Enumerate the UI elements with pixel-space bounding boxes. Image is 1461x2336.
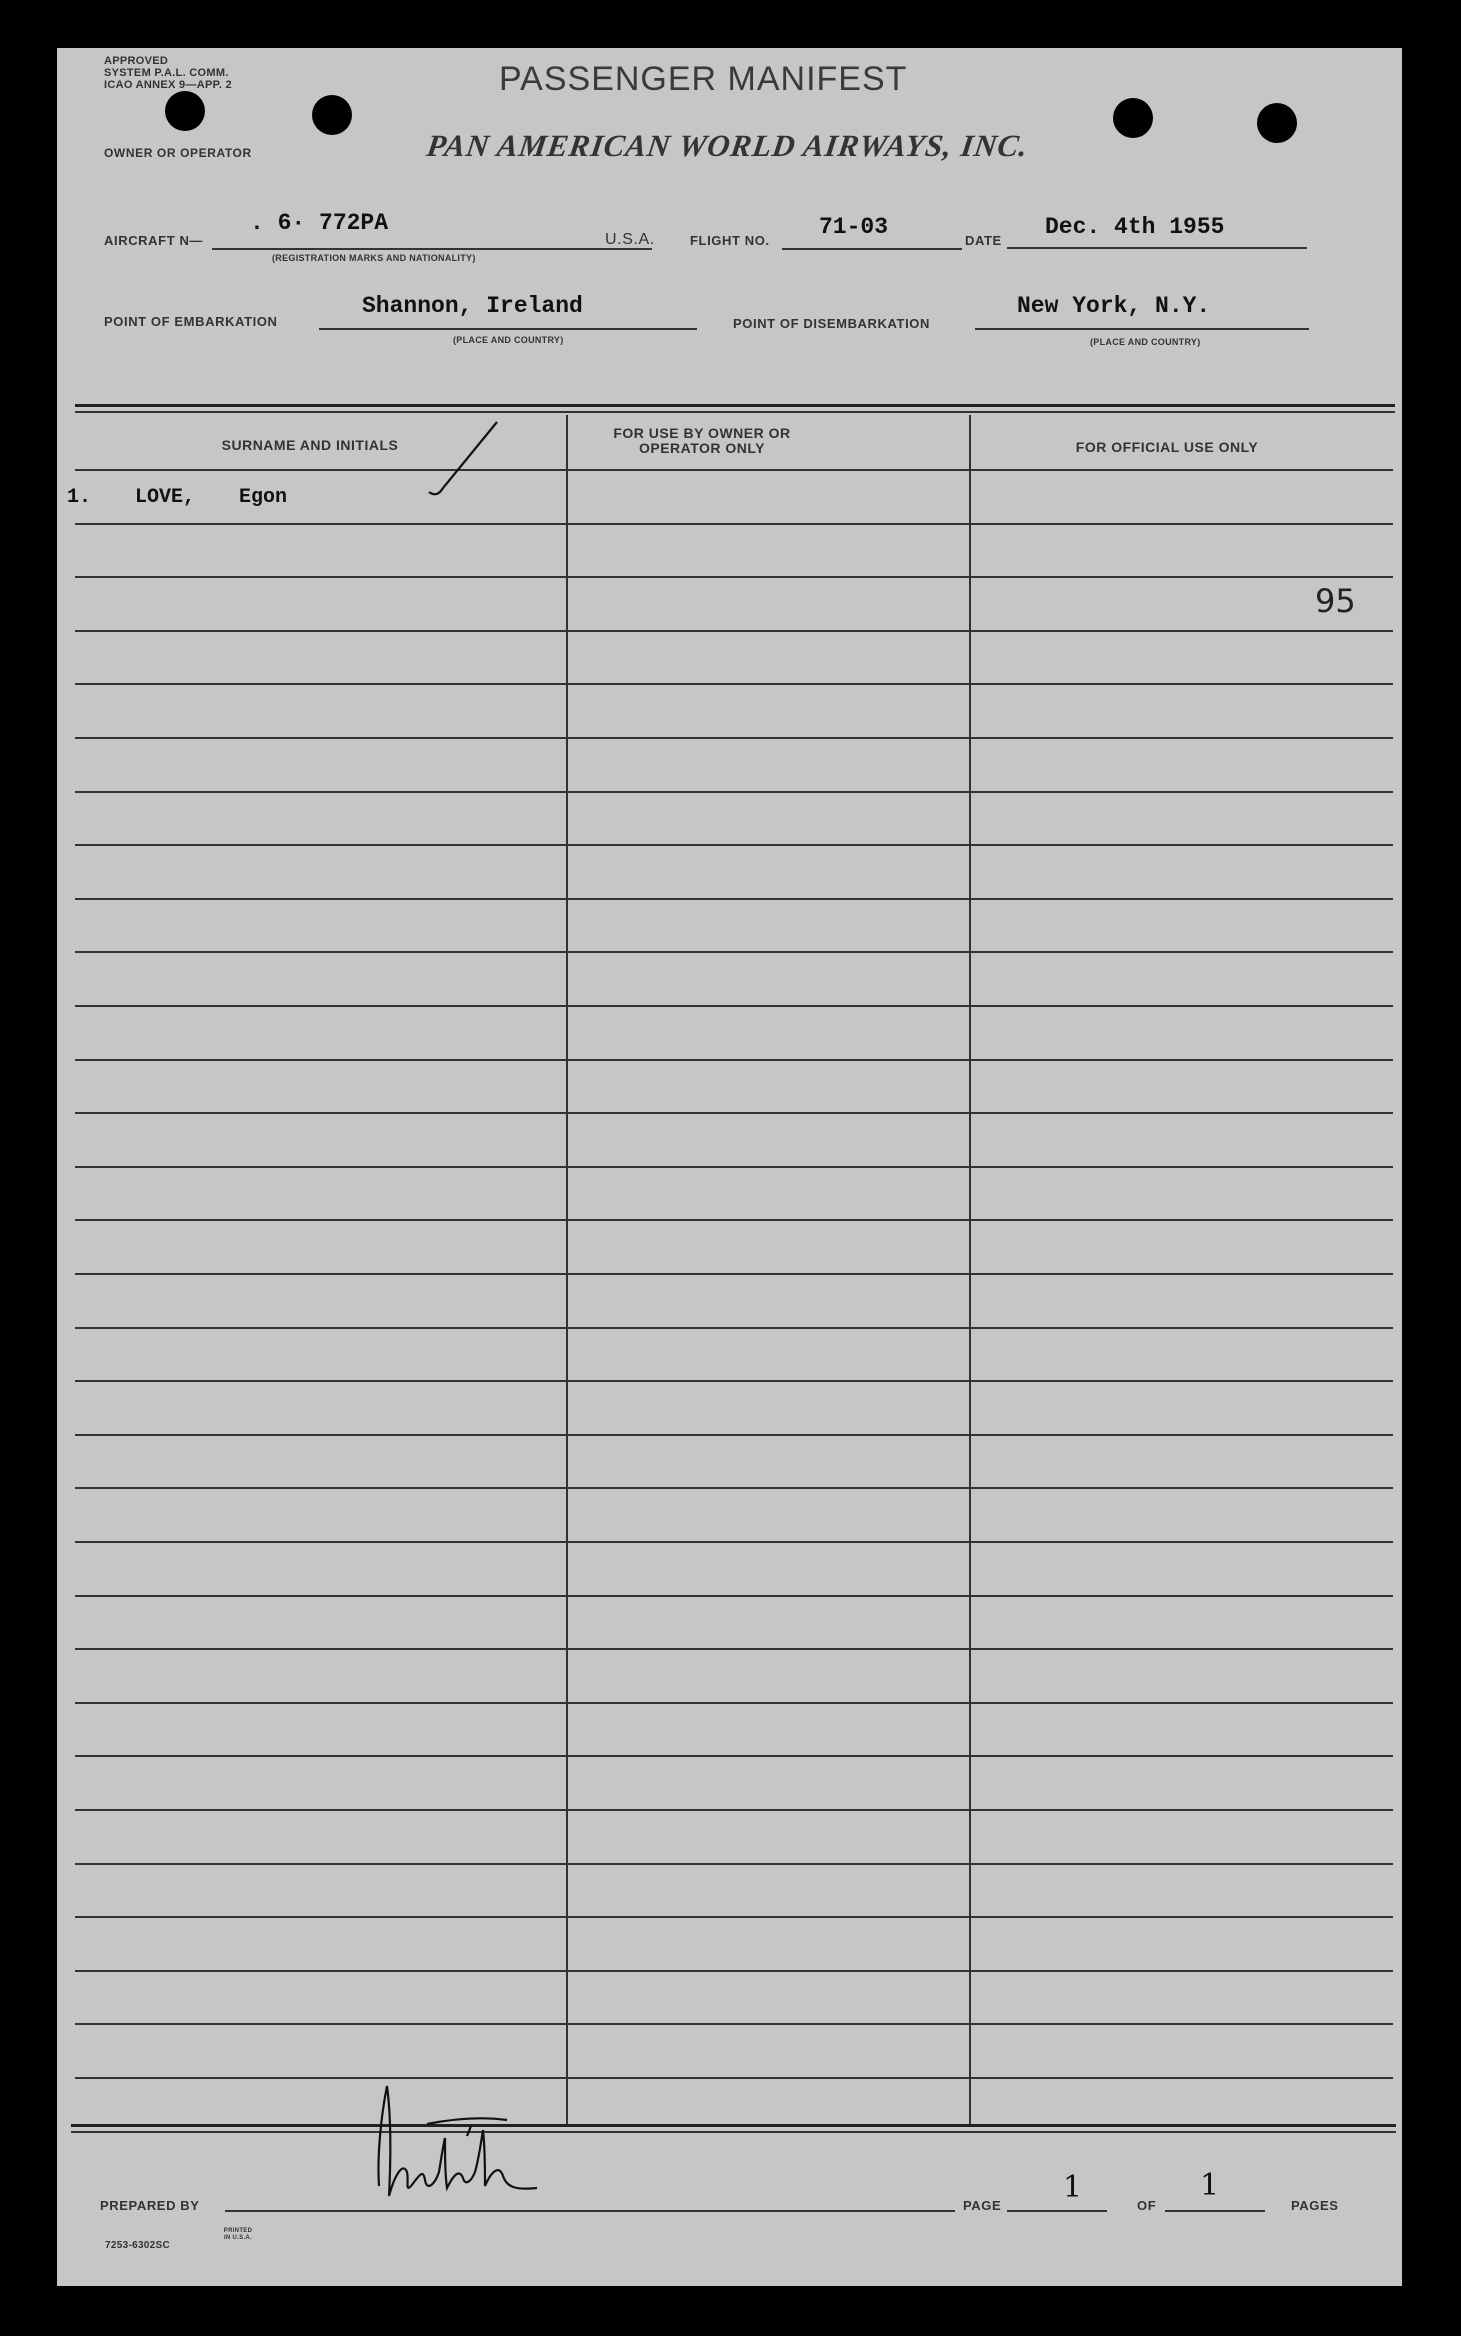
table-row-line: [75, 1595, 1393, 1597]
disembarkation-caption: (PLACE AND COUNTRY): [1090, 337, 1201, 347]
table-bottom-rule: [71, 2124, 1396, 2127]
prepared-by-line: [225, 2210, 955, 2212]
col-header-owner: FOR USE BY OWNER OR OPERATOR ONLY: [613, 425, 791, 456]
table-row-line: [75, 951, 1393, 953]
date-underline: [1007, 247, 1307, 249]
table-row-line: [75, 1059, 1393, 1061]
table-row-line: [75, 898, 1393, 900]
aircraft-value: . 6· 772PA: [250, 210, 389, 236]
manifest-page: [57, 48, 1402, 2286]
table-row-line: [75, 1219, 1393, 1221]
punch-hole: [1113, 98, 1153, 138]
disembarkation-value: New York, N.Y.: [1017, 293, 1211, 319]
approval-line: SYSTEM P.A.L. COMM.: [104, 67, 229, 79]
approval-line: ICAO ANNEX 9—APP. 2: [104, 79, 232, 91]
of-value: 1: [1200, 2168, 1220, 2203]
table-top-rule: [75, 411, 1395, 413]
of-line: [1165, 2210, 1265, 2212]
aircraft-underline: [212, 248, 652, 250]
table-row-line: [75, 844, 1393, 846]
table-row-line: [75, 1327, 1393, 1329]
table-row-line: [75, 1916, 1393, 1918]
column-divider: [969, 415, 971, 2126]
aircraft-label: AIRCRAFT N—: [104, 233, 204, 248]
table-row-line: [75, 1809, 1393, 1811]
punch-hole: [312, 95, 352, 135]
table-row-line: [75, 1112, 1393, 1114]
passenger-initials: Egon: [239, 486, 288, 509]
form-title: PASSENGER MANIFEST: [499, 60, 908, 98]
table-row-line: [75, 523, 1393, 525]
flight-value: 71-03: [819, 214, 889, 240]
table-row-line: [75, 1702, 1393, 1704]
col-header-surname: SURNAME AND INITIALS: [221, 437, 399, 453]
registration-caption: (REGISTRATION MARKS AND NATIONALITY): [272, 253, 476, 263]
table-row-line: [75, 1541, 1393, 1543]
approval-line: APPROVED: [104, 55, 169, 67]
table-row-line: [75, 1863, 1393, 1865]
table-row-line: [75, 1970, 1393, 1972]
signature: [367, 2076, 557, 2216]
table-row-line: [75, 791, 1393, 793]
form-number: 7253-6302SC: [105, 2240, 171, 2251]
prepared-by-label: PREPARED BY: [100, 2198, 200, 2213]
punch-hole: [165, 91, 205, 131]
usa-label: U.S.A.: [605, 231, 655, 248]
disembarkation-underline: [975, 328, 1309, 330]
embarkation-label: POINT OF EMBARKATION: [104, 314, 278, 329]
disembarkation-label: POINT OF DISEMBARKATION: [733, 316, 930, 331]
page-value: 1: [1063, 2170, 1083, 2205]
table-row-line: [75, 1487, 1393, 1489]
table-row-line: [75, 630, 1393, 632]
table-row-line: [75, 683, 1393, 685]
row-number: 1.: [67, 486, 92, 509]
table-row-line: [75, 1434, 1393, 1436]
table-row-line: [75, 1648, 1393, 1650]
table-row-line: [75, 469, 1393, 471]
table-row-line: [75, 576, 1393, 578]
date-value: Dec. 4th 1955: [1045, 214, 1225, 240]
flight-label: FLIGHT NO.: [690, 233, 770, 248]
table-row-line: [75, 737, 1393, 739]
company-name: PAN AMERICAN WORLD AIRWAYS, INC.: [424, 128, 1031, 163]
passenger-surname: LOVE,: [135, 486, 196, 509]
of-label: OF: [1137, 2198, 1157, 2213]
table-top-rule: [75, 404, 1395, 407]
table-row-line: [75, 1380, 1393, 1382]
owner-label: OWNER OR OPERATOR: [104, 146, 252, 160]
flight-underline: [782, 248, 962, 250]
table-row-line: [75, 1005, 1393, 1007]
page-label: PAGE: [963, 2198, 1002, 2213]
table-row-line: [75, 2077, 1393, 2079]
punch-hole: [1257, 103, 1297, 143]
date-label: DATE: [965, 233, 1002, 248]
printed-mark: PRINTED IN U.S.A.: [223, 2228, 253, 2241]
check-mark-icon: [425, 414, 505, 504]
embarkation-caption: (PLACE AND COUNTRY): [453, 335, 564, 345]
official-note: 95: [1315, 582, 1356, 620]
page-line: [1007, 2210, 1107, 2212]
column-divider: [566, 415, 568, 2126]
embarkation-underline: [319, 328, 697, 330]
table-row-line: [75, 1166, 1393, 1168]
pages-label: PAGES: [1291, 2198, 1339, 2213]
approval-note: [104, 55, 232, 91]
table-row-line: [75, 1273, 1393, 1275]
col-header-official: FOR OFFICIAL USE ONLY: [1075, 439, 1259, 455]
table-row-line: [75, 2023, 1393, 2025]
embarkation-value: Shannon, Ireland: [362, 293, 583, 319]
table-bottom-rule: [71, 2131, 1396, 2133]
table-row-line: [75, 1755, 1393, 1757]
